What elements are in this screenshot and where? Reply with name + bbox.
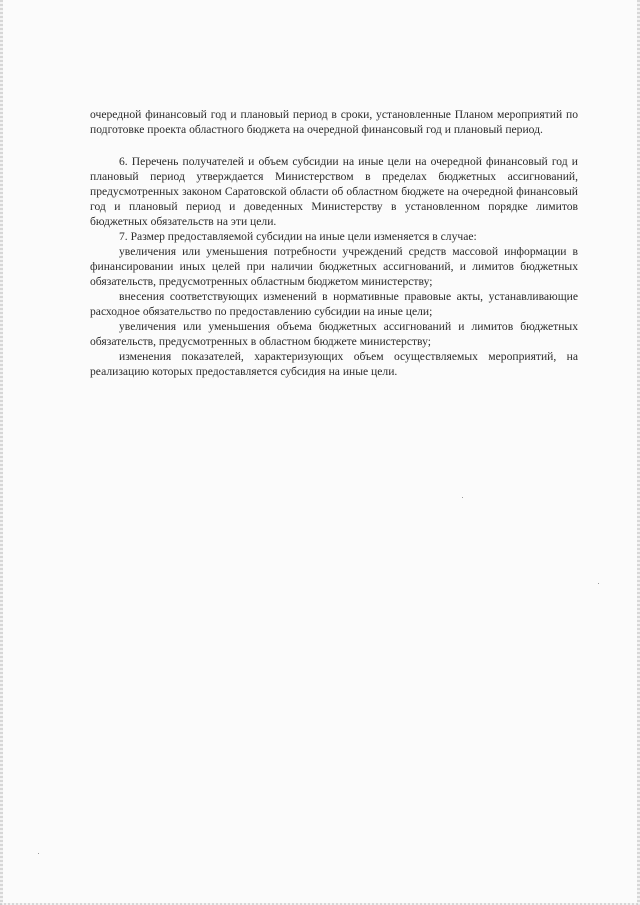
list-item-need-change: увеличения или уменьшения потребности учреждений средств массовой информации в финансировании иных целей при наличии бюджетных ассигнований, и лимитов бюджетных обязательств, предусмотренных областным бюджетом министерству; <box>90 245 578 288</box>
paragraph-spacer <box>90 137 578 154</box>
scan-speck <box>598 583 599 584</box>
list-item-budget-change: увеличения или уменьшения объема бюджетных ассигнований и лимитов бюджетных обязательств, предусмотренных в областном бюджете министерству; <box>90 320 578 348</box>
paragraph-item-7: 7. Размер предоставляемой субсидии на иные цели изменяется в случае: <box>119 230 477 243</box>
scan-edge-left <box>0 0 3 905</box>
document-body <box>90 107 578 379</box>
list-item-indicators-change: изменения показателей, характеризующих объем осуществляемых мероприятий, на реализацию которых предоставляется субсидия на иные цели. <box>90 350 578 378</box>
scan-speck <box>38 853 39 854</box>
paragraph-item-6: 6. Перечень получателей и объем субсидии на иные цели на очередной финансовый год и плановый период утверждается Министерством в пределах бюджетных ассигнований, предусмотренных законом Саратовской области об областном бюджете на очередной финансовый год и плановый период и доведенных Министерству в установленном порядке лимитов бюджетных обязательств на эти цели. <box>90 155 578 228</box>
list-item-legal-amendments: внесения соответствующих изменений в нормативные правовые акты, устанавливающие расходное обязательство по предоставлению субсидии на иные цели; <box>90 290 578 318</box>
paragraph-continuation: очередной финансовый год и плановый период в сроки, установленные Планом мероприятий по подготовке проекта областного бюджета на очередной финансовый год и плановый период. <box>90 108 578 136</box>
scan-speck <box>462 497 463 498</box>
